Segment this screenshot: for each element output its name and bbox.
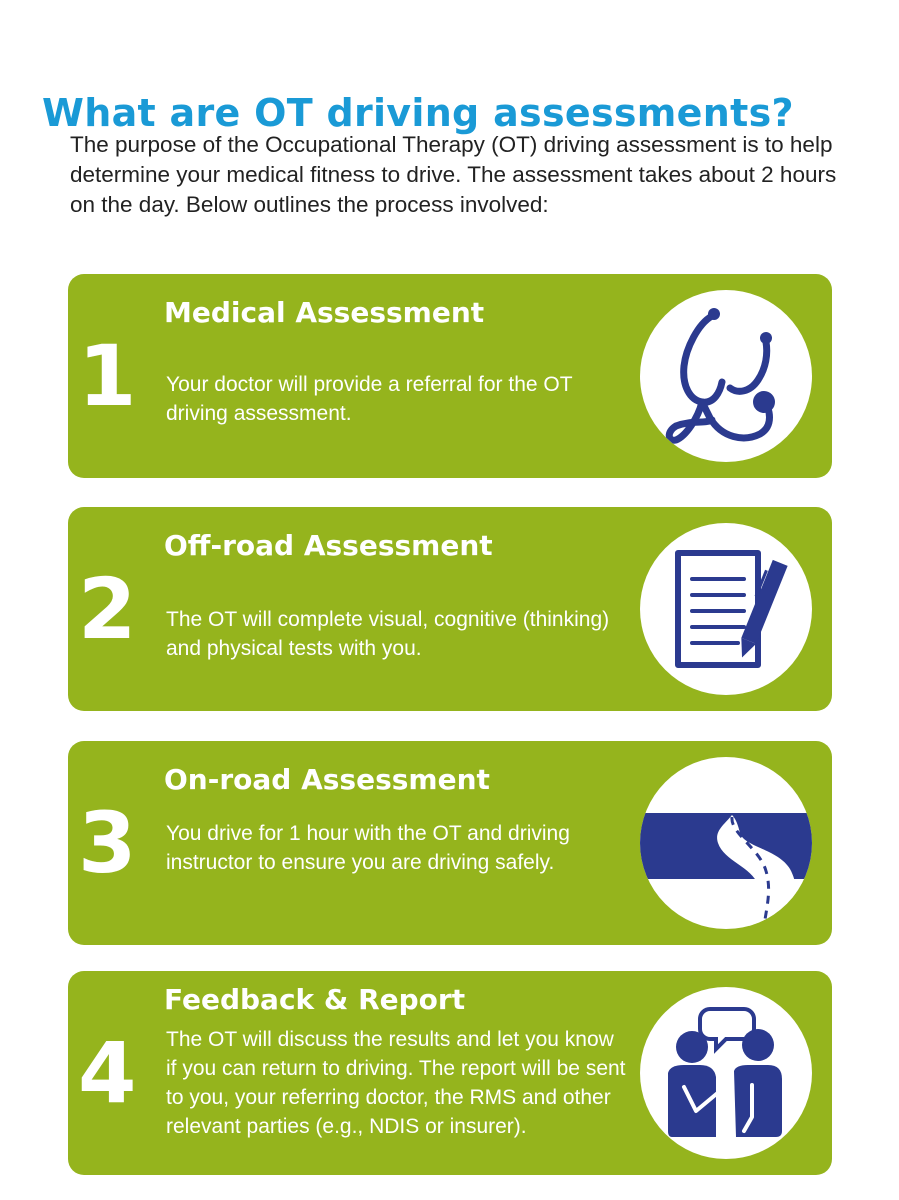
step-card-off-road-assessment bbox=[68, 507, 832, 711]
step-title: Feedback & Report bbox=[164, 983, 466, 1016]
step-card-on-road-assessment bbox=[68, 741, 832, 945]
step-title: Off-road Assessment bbox=[164, 529, 493, 562]
step-description: Your doctor will provide a referral for the OT driving assessment. bbox=[166, 373, 573, 425]
step-description: The OT will complete visual, cognitive (thinking) and physical tests with you. bbox=[166, 608, 610, 660]
step-number: 4 bbox=[78, 1024, 137, 1122]
step-card-feedback-and-report bbox=[68, 971, 832, 1175]
intro-paragraph: The purpose of the Occupational Therapy (OT) driving assessment is to help determine your medical fitness to drive. The assessment takes about 2 hours on the day. Below outlines the process involved: bbox=[70, 132, 837, 217]
step-number: 2 bbox=[78, 560, 137, 658]
step-title: On-road Assessment bbox=[164, 763, 490, 796]
document-pen-icon bbox=[640, 523, 812, 695]
stethoscope-icon bbox=[640, 290, 812, 462]
people-talking-icon bbox=[640, 987, 812, 1159]
step-title: Medical Assessment bbox=[164, 296, 485, 329]
page-title: What are OT driving assessments? bbox=[42, 91, 794, 136]
step-description: You drive for 1 hour with the OT and driving instructor to ensure you are driving safely. bbox=[166, 822, 570, 874]
road-icon bbox=[640, 757, 812, 929]
step-number: 1 bbox=[78, 327, 137, 425]
step-description: The OT will discuss the results and let you know if you can return to driving. The report will be sent to you, your referring doctor, the RMS and other relevant parties (e.g., NDIS or insurer). bbox=[166, 1028, 626, 1138]
step-card-medical-assessment bbox=[68, 274, 832, 478]
step-number: 3 bbox=[78, 794, 137, 892]
